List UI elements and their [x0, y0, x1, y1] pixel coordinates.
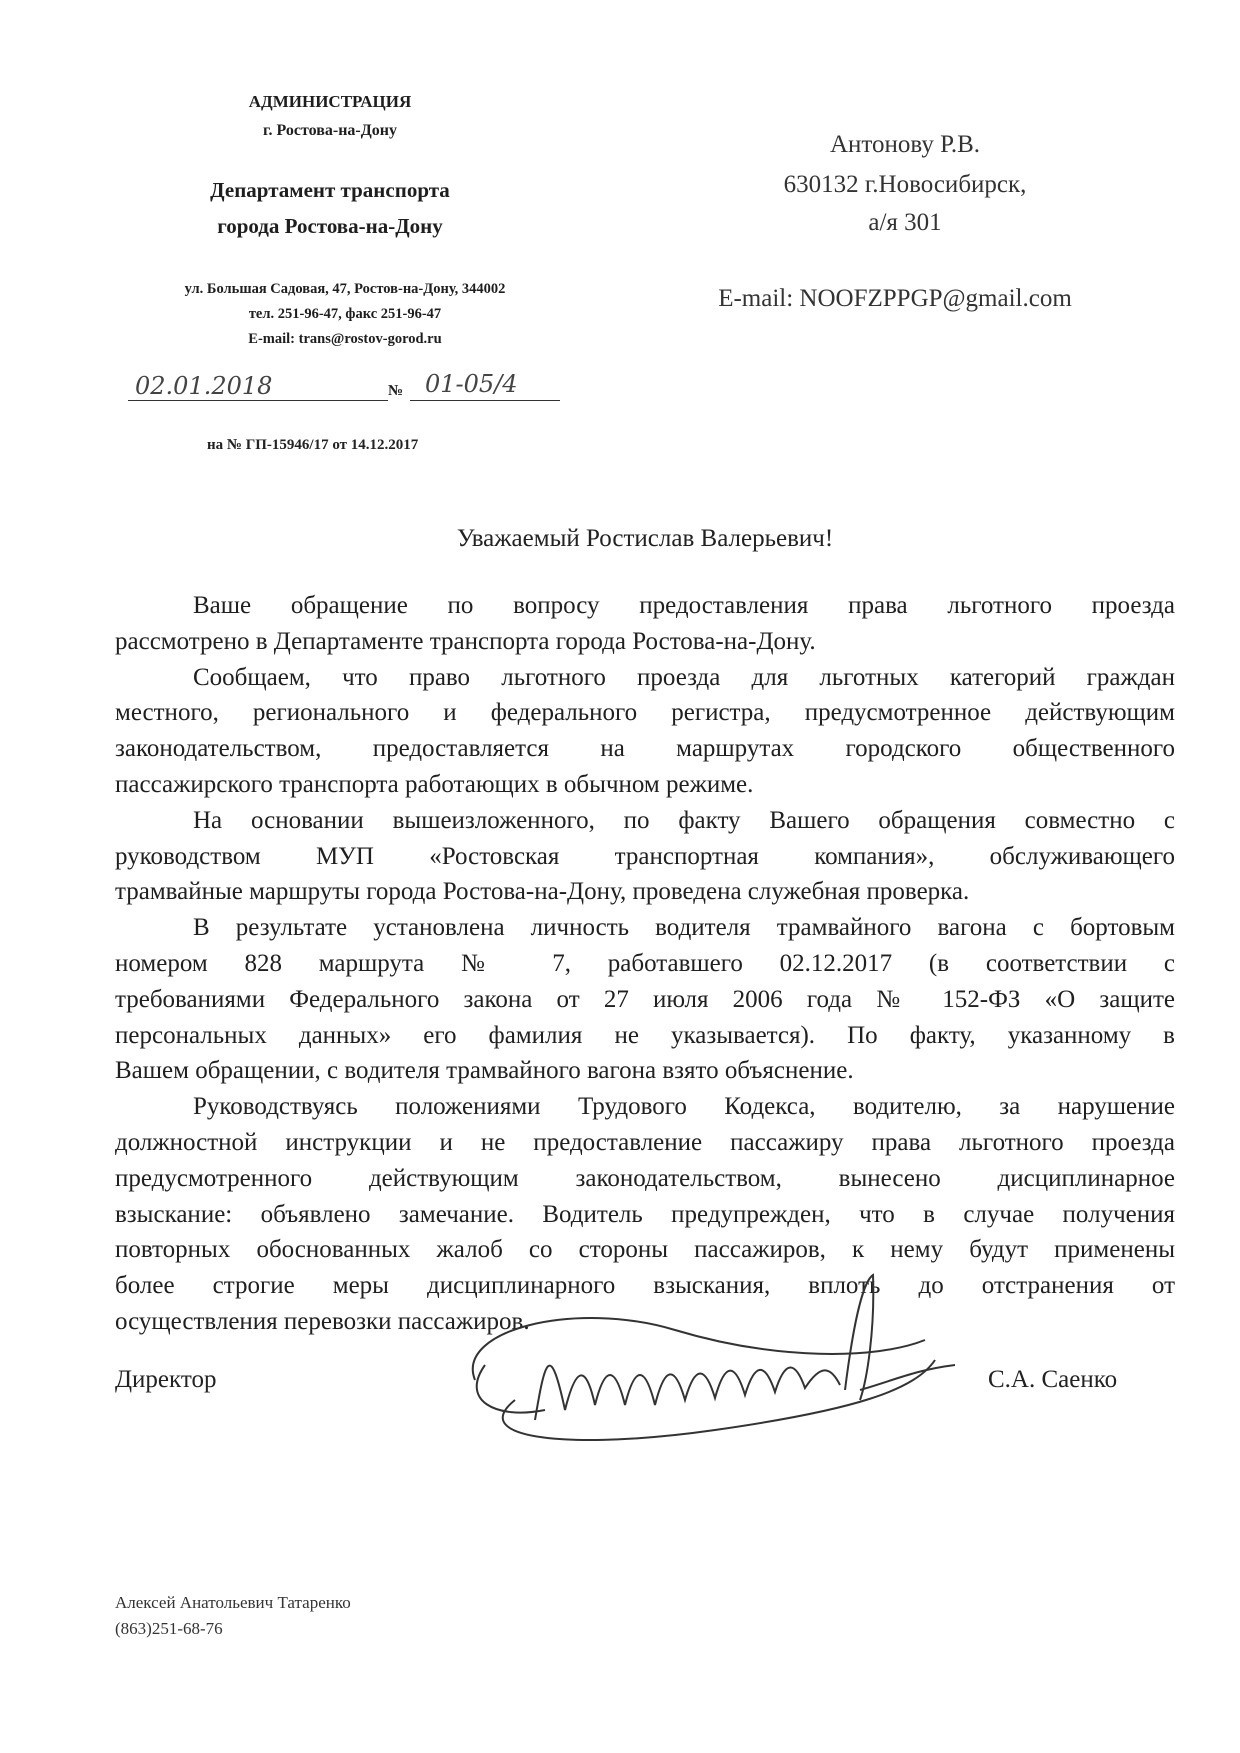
signatory-name: С.А. Саенко: [988, 1366, 1118, 1393]
paragraph-line: должностной инструкции и не предоставление пассажиру права льготного проезда: [115, 1129, 1175, 1156]
paragraph-line: В результате установлена личность водителя трамвайного вагона с бортовым: [193, 914, 1175, 942]
date-underline: [128, 400, 388, 401]
handwritten-number: 01-05/4: [425, 370, 518, 398]
paragraph-line: На основании вышеизложенного, по факту Вашего обращения совместно с: [193, 806, 1175, 834]
sender-city: г. Ростова-на-Дону: [263, 122, 397, 139]
paragraph-line: требованиями Федерального закона от 27 июля 2006 года № 152-ФЗ «О защите: [115, 985, 1175, 1013]
number-underline: [410, 400, 560, 401]
handwritten-signature: [455, 1270, 975, 1460]
paragraph-line: Ваше обращение по вопросу предоставления права льготного проезда: [193, 592, 1175, 619]
executor-phone: (863)251-68-76: [115, 1619, 223, 1638]
sender-address: ул. Большая Садовая, 47, Ростов-на-Дону, 344002: [184, 281, 506, 297]
paragraph-line: Сообщаем, что право льготного проезда для льготных категорий граждан: [193, 663, 1175, 691]
paragraph-line: пассажирского транспорта работающих в обычном режиме.: [115, 771, 754, 798]
signatory-position: Директор: [115, 1366, 217, 1393]
recipient-name: Антонову Р.В.: [829, 131, 981, 158]
handwritten-date: 02.01.2018: [135, 372, 273, 400]
sender-admin: АДМИНИСТРАЦИЯ: [248, 92, 412, 111]
paragraph-line: законодательством, предоставляется на маршрутах городского общественного: [115, 735, 1175, 763]
paragraph-line: осуществления перевозки пассажиров.: [115, 1308, 530, 1335]
recipient-box: а/я 301: [868, 209, 942, 236]
paragraph-line: местного, регионального и федерального регистра, предусмотренное действующим: [115, 699, 1175, 727]
sender-email: E-mail: trans@rostov-gorod.ru: [248, 331, 442, 347]
paragraph-line: взыскание: объявлено замечание. Водитель предупрежден, что в случае получения: [115, 1200, 1175, 1228]
executor-name: Алексей Анатольевич Татаренко: [115, 1593, 351, 1612]
sender-dept-line2: города Ростова-на-Дону: [217, 214, 443, 238]
paragraph-line: трамвайные маршруты города Ростова-на-Дону, проведена служебная проверка.: [115, 878, 970, 906]
paragraph-line: руководством МУП «Ростовская транспортная компания», обслуживающего: [115, 842, 1175, 870]
paragraph-line: персональных данных» его фамилия не указывается). По факту, указанному в: [115, 1021, 1175, 1049]
recipient-email: E-mail: NOOFZPPGP@gmail.com: [718, 285, 1072, 312]
paragraph-line: номером 828 маршрута № 7, работавшего 02.12.2017 (в соответствии с: [115, 950, 1175, 977]
paragraph-line: Вашем обращении, с водителя трамвайного вагона взято объяснение.: [115, 1057, 854, 1085]
recipient-city: 630132 г.Новосибирск,: [783, 171, 1027, 198]
paragraph-line: более строгие меры дисциплинарного взыскания, вплоть до отстранения от: [115, 1272, 1175, 1300]
paragraph-line: повторных обоснованных жалоб со стороны пассажиров, к нему будут применены: [115, 1236, 1175, 1264]
reference: на № ГП-15946/17 от 14.12.2017: [207, 437, 419, 453]
sender-phone: тел. 251-96-47, факс 251-96-47: [248, 306, 442, 322]
sender-dept-line1: Департамент транспорта: [210, 178, 450, 202]
number-sign: №: [388, 383, 404, 399]
paragraph-line: Руководствуясь положениями Трудового Кодекса, водителю, за нарушение: [193, 1093, 1175, 1121]
paragraph-line: рассмотрено в Департаменте транспорта города Ростова-на-Дону.: [115, 627, 816, 655]
greeting: Уважаемый Ростислав Валерьевич!: [456, 525, 834, 552]
paragraph-line: предусмотренного действующим законодательством, вынесено дисциплинарное: [115, 1164, 1175, 1192]
